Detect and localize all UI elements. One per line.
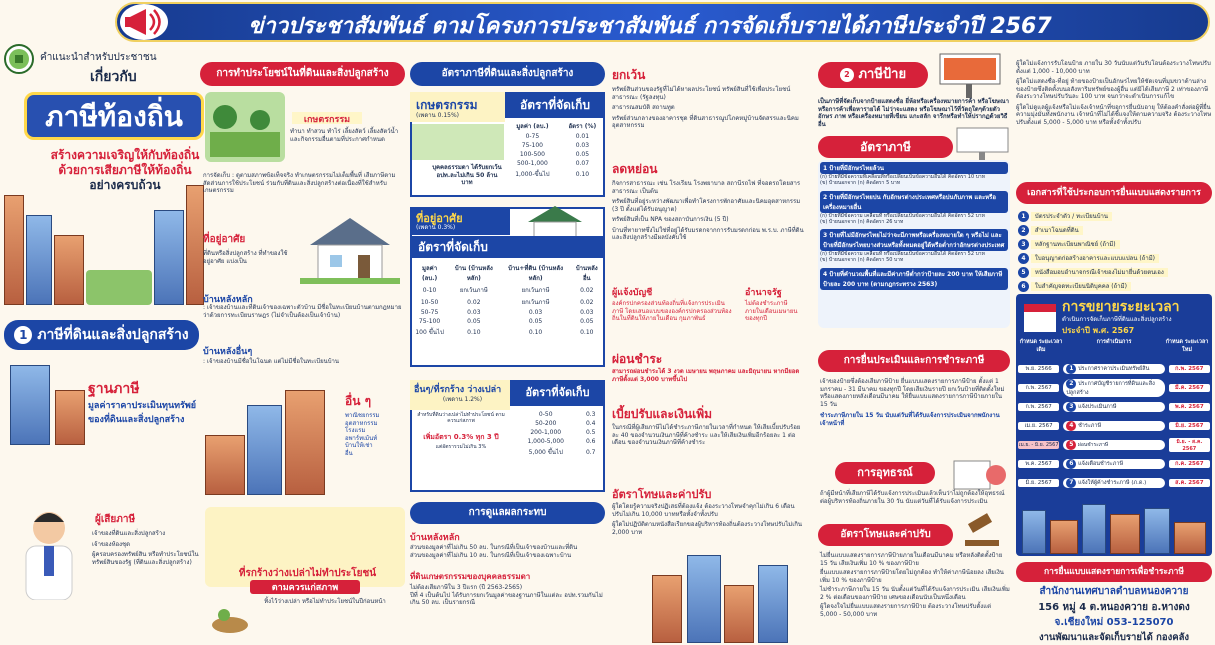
table-row: 0-10 ยกเว้นภาษี ยกเว้นภาษี 0.02: [422, 286, 594, 294]
main-house-desc: : เจ้าของบ้านและที่ดินเจ้าของเฉพาะตัวบ้าน มีชื่อในทะเบียนบ้านตามกฎหมายว่าด้วยการทะเบียนราษฎร (ไม่จำเป็นต้องเป็นเจ้าบ้าน): [203, 304, 402, 319]
use-header: การทำประโยชน์ในที่ดินและสิ่งปลูกสร้าง: [200, 62, 405, 86]
agri-illustration: [412, 124, 504, 160]
sign-rate-item: 1 ป้ายที่มีอักษรไทยล้วน (ก) ป้ายที่มีข้อความที่เคลื่อนที่หรือเปลี่ยนเป็นข้อความอื่นได้ คิดอัตรา 10 บาท (ข) ป้ายนอกจาก (ก) คิดอัตรา 5 บาท: [820, 162, 1008, 187]
agri-rate-table: [505, 120, 605, 180]
relief-agri-list: [410, 584, 605, 607]
assess-item: เจ้าของป้ายซึ่งต้องเสียภาษีป้าย ยื่นแบบแสดงรายการภาษีป้าย ตั้งแต่ 1 มกราคม - 31 มีนาคม ของทุกปี โดยเสียเงินรายปี ยกเว้นป้ายที่ติดตั้งใหม่หรือแสดงภายหลังเดือนมีนาคม ให้ยื่นแบบแสดงรายการภาษีป้ายภายใน 15 วัน: [820, 378, 1005, 408]
others-item: พาณิชยกรรม: [345, 412, 380, 419]
agri-rate-title: เกษตรกรรม: [416, 98, 478, 112]
other-house-desc: : เจ้าของบ้านมีชื่อในโฉนด แต่ไม่มีชื่อในทะเบียนบ้าน: [203, 358, 339, 365]
reduce-list: [612, 180, 807, 242]
table-row: 1,000-ขึ้นไป 0.10: [515, 170, 590, 178]
relief-item: ปีที่ 4 เป็นต้นไป ได้รับการยกเว้นมูลค่าของฐานภาษีในแต่ละ อปท.รวมกันไม่เกิน 50 ลบ. เป็นรายกรณี: [410, 591, 603, 606]
exempt-item: ทรัพย์ส่วนกลางของอาคารชุด ที่ดินสาธารณูปโภคหมู่บ้านจัดสรรและนิคมอุตสาหกรรม: [612, 114, 799, 129]
vacant-rate-increase-note: แต่อัตรารวมไม่เกิน 3%: [435, 444, 487, 450]
fine-desc: ในกรณีที่ผู้เสียภาษีไม่ได้ชำระภาษีภายในเวลาที่กำหนด ให้เสียเบี้ยปรับร้อยละ 40 ของจำนวนเงินภาษีที่ค้างชำระ และให้เสียเงินเพิ่มอีกร้อยละ 1 ต่อเดือน ของจำนวนเงินภาษีที่ค้างชำระ: [612, 424, 801, 446]
appeal-desc: ถ้าผู้มีหน้าที่เสียภาษีได้รับแจ้งการประเมินแล้วเห็นว่าไม่ถูกต้องให้อุทธรณ์ต่อผู้บริหารท้องถิ่นภายใน 30 วัน นับแต่วันที่ได้รับแจ้งการประเมิน: [820, 490, 1005, 505]
schedule-row: เม.ย. 2567 4 ชำระภาษี มิ.ย. 2567: [1018, 417, 1210, 434]
penalty-item: ผู้ใดโดยรู้ความจริงปฏิเสธที่ต้องแจ้ง ต้องระวางโทษจำคุกไม่เกิน 6 เดือน ปรับไม่เกิน 10,000 บาทหรือทั้งจำทั้งปรับ: [612, 503, 795, 518]
sign-penalty-list: [820, 552, 1010, 618]
payer-title: ผู้เสียภาษี: [95, 514, 136, 525]
office-address1: 156 หมู่ 4 ต.หนองควาย อ.หางดง: [1038, 602, 1190, 613]
municipal-seal-icon: [4, 44, 34, 74]
reporter-title: ผู้แจ้งบัญชี: [612, 288, 653, 298]
agri-title: เกษตรกรรม: [292, 112, 362, 124]
relief-main-list: [410, 544, 605, 559]
building-icon: [10, 365, 50, 445]
table-row: 200-1,000 0.5: [530, 429, 596, 436]
others-item: อื่น: [345, 449, 353, 457]
others-item: โรงแรม: [345, 427, 366, 434]
rates-header: อัตราภาษีที่ดินและสิ่งปลูกสร้าง: [410, 62, 605, 86]
others-item: บ้านให้เช่า: [345, 442, 373, 449]
exempt-item: ทรัพย์สินส่วนของรัฐที่ไม่ได้หาผลประโยชน์ ทรัพย์สินที่ใช้เพื่อประโยชน์สาธารณะ (รัฐลงทุน): [612, 86, 791, 101]
vacant-rate-increase: เพิ่มอัตรา 0.3% ทุก 3 ปี: [423, 433, 499, 441]
table-row: 5,000 ขึ้นไป 0.7: [528, 448, 596, 456]
house-illustration: [300, 210, 400, 285]
table-row: 100-500 0.05: [519, 151, 590, 158]
table-row: 50-75 0.03 0.03 0.03: [420, 309, 594, 316]
exempt-title: ยกเว้น: [612, 68, 646, 82]
page-title: ข่าวประชาสัมพันธ์ ตามโครงการประชาสัมพันธ์ การจัดเก็บรายได้ภาษีประจำปี 2567: [248, 14, 1052, 39]
res-rate-title: ที่อยู่อาศัย: [416, 212, 463, 225]
penalty-list: [612, 503, 807, 536]
sign-tax-title: ภาษีป้าย: [858, 67, 907, 82]
installment-title: ผ่อนชำระ: [612, 352, 663, 366]
schedule-row: เม.ย. - มิ.ย. 2567 5 ผ่อนชำระภาษี มิ.ย. - ส.ค. 2567: [1018, 436, 1210, 453]
slogan-line1: สร้างความเจริญให้กับท้องถิ่น: [50, 148, 200, 162]
table-row: 75-100 0.03: [521, 142, 590, 149]
vacant-rate-cap: (เพดาน 1.2%): [442, 396, 483, 403]
doc-item: 4 ใบอนุญาตก่อสร้างอาคารและแบบแปลน (ถ้ามี): [1018, 252, 1210, 265]
res-rate-cap: (เพดาน 0.3%): [416, 224, 456, 231]
vacant-title: ที่รกร้างว่างเปล่าไม่ทำประโยชน์: [238, 568, 377, 579]
payer-item: ผู้ครอบครองทรัพย์สิน หรือทำประโยชน์ในทรัพย์สินของรัฐ (ที่ดินและสิ่งปลูกสร้าง): [92, 551, 199, 566]
tax-base-desc: มูลค่าราคาประเมินทุนทรัพย์ของที่ดินและสิ่งปลูกสร้าง: [88, 401, 197, 425]
office-name: สำนักงานเทศบาลตำบลหนองควาย: [1039, 586, 1189, 597]
reporter-desc: องค์กรปกครองส่วนท้องถิ่นที่แจ้งการประเมินภาษี โดยเสนอแบบขององค์กรปกครองส่วนท้องถิ่นในที่ดินให้ภายในเดือน กุมภาพันธ์: [612, 300, 732, 322]
sign-penalty-header: อัตราโทษและค่าปรับ: [818, 524, 953, 546]
table-row: 100 ขึ้นไป 0.10 0.10 0.10: [415, 328, 594, 336]
person-illustration: [4, 500, 94, 600]
city-illustration-bottom: [612, 555, 812, 643]
fine-title: เบี้ยปรับและเงินเพิ่ม: [612, 407, 713, 421]
advice-label: คำแนะนำสำหรับประชาชน: [40, 52, 157, 63]
section1-pill: [4, 320, 199, 350]
city-illustration: [4, 155, 204, 310]
docs-header: เอกสารที่ใช้ประกอบการยื่นแบบแสดงรายการ: [1016, 182, 1212, 204]
penalty-title: อัตราโทษและค่าปรับ: [612, 488, 712, 501]
residential-desc: ที่ดินหรือสิ่งปลูกสร้าง ที่ทำของใช้อยู่อาศัย แบ่งเป็น: [203, 250, 288, 265]
sign-rate-item: 3 ป้ายที่ไม่มีอักษรไทยไม่ว่าจะมีภาพหรือเครื่องหมายใด ๆ หรือไม่ และป้ายที่มีอักษรไทยบางส่วนหรือทั้งหมดอยู่ใต้หรือต่ำกว่าอักษรต่างประเทศ (ก) ป้ายที่มีข้อความ เคลื่อนที่ หรือเปลี่ยนเป็นข้อความอื่นได้ คิดอัตรา 52 บาท (ข) ป้ายนอกจาก (ก) คิดอัตรา 50 บาท: [820, 229, 1008, 264]
doc-item: 1 บัตรประจำตัว / ทะเบียนบ้าน: [1018, 210, 1210, 223]
right-top-item: ผู้ใดไม่ดูแลผู้แจ้งหรือไม่แจ้งเจ้าหน้าที่ขอการยื่นนับอายุ ให้ต้องคำสั่งต่อผู้ที่ยื่นความมุ่งมั่นทั้งพนักงาน เจ้าหน้าที่ไม่ได้ชี้แจงให้ตามความจริง ต้องระวางโทษปรับตั้งแต่ 5,000 - 5,000 บาท หรือทั้งจำทั้งปรับ: [1016, 103, 1212, 126]
schedule-row: พ.ค. 2567 6 แจ้งเตือนชำระภาษี ก.ค. 2567: [1018, 455, 1210, 472]
reduce-item: กิจการสาธารณะ เช่น โรงเรียน โรงพยาบาล สถานีรถไฟ ที่จอดรถโดยสารสาธารณะ เป็นต้น: [612, 180, 801, 195]
installment-desc: สามารถผ่อนชำระได้ 3 งวด เมษายน พฤษภาคม และมิถุนายน หากมียอดภาษีตั้งแต่ 3,000 บาทขึ้นไป: [612, 368, 800, 383]
commercial-illustration: [205, 385, 340, 497]
table-row: 1,000-5,000 0.6: [527, 438, 596, 445]
appeal-header: การอุทธรณ์: [835, 462, 935, 484]
assess-header: การยื่นประเมินและการชำระภาษี: [818, 350, 1010, 372]
agri-rate-subtitle: อัตราที่จัดเก็บ: [505, 92, 605, 118]
city-illustration-right: [1018, 500, 1210, 554]
payer-item: เจ้าของที่ดินและสิ่งปลูกสร้าง: [92, 530, 166, 537]
slogan-line2: ด้วยการเสียภาษีให้ท้องถิ่น: [58, 163, 192, 177]
residential-title: ที่อยู่อาศัย: [203, 234, 246, 245]
relief-main-title: บ้านหลังหลัก: [410, 533, 460, 543]
other-house-title: บ้านหลังอื่นๆ: [203, 347, 253, 357]
assess-item: ชำระภาษีภายใน 15 วัน นับแต่วันที่ได้รับแจ้งการประเมินจากพนักงานเจ้าหน้าที่: [820, 412, 1000, 427]
relief-item: ส่วนของมูลค่าที่ไม่เกิน 10 ลบ. ในกรณีที่เป็นเจ้าของเฉพาะบ้าน: [410, 551, 572, 559]
reduce-item: ทรัพย์สินที่เป็น NPA ของสถาบันการเงิน (5 ปี): [612, 216, 729, 223]
sign-rate-header: อัตราภาษี: [818, 136, 953, 158]
payer-item: เจ้าของห้องชุด: [92, 540, 131, 548]
right-top-list: [1016, 60, 1212, 126]
agri-note: การจัดเก็บ : ดูตามสภาพข้อเท็จจริง ทำเกษตรกรรมไม่เต็มพื้นที่ เสียภาษีตามสัดส่วนการใช้ประโยชน์ ร่วมกับที่ดินและสิ่งปลูกสร้างต่อเนื่องที่ใช้สำหรับเกษตรกรรม: [203, 172, 396, 194]
extension-year: ประจำปี พ.ศ. 2567: [1062, 326, 1135, 335]
schedule-row: พ.ย. 2566 1 ประกาศราคาประเมินทรัพย์สิน ก.พ. 2567: [1018, 360, 1210, 377]
right-top-item: ผู้ใดไม่แจ้งการรับโอนป้าย ภายใน 30 วันนับแต่วันรับโอนต้องระวางโทษปรับตั้งแต่ 1,000 - 10,000 บาท: [1016, 60, 1211, 75]
extension-subtitle: ดำเนินการจัดเก็บภาษีที่ดินและสิ่งปลูกสร้าง: [1062, 316, 1172, 323]
res-rate-subtitle: อัตราที่จัดเก็บ: [410, 236, 605, 258]
others-list: [345, 412, 405, 457]
assess-list: [820, 378, 1008, 427]
section1-title: ภาษีที่ดินและสิ่งปลูกสร้าง: [37, 327, 189, 343]
doc-item: 5 หนังสือมอบอำนาจกรณีเจ้าของไม่มายื่นด้วยตนเอง: [1018, 266, 1210, 279]
schedule-row: ก.พ. 2567 2 ประกาศบัญชีรายการที่ดินและสิ่งปลูกสร้าง มี.ค. 2567: [1018, 379, 1210, 396]
col-value: มูลค่า (ลบ.): [516, 123, 549, 130]
others-item: อพาร์ทเม้นท์: [345, 434, 378, 442]
appeal-power-title: อำนาจรัฐ: [745, 288, 782, 298]
relief-item: ไม่ต้องเสียภาษีใน 3 ปีแรก (ปี 2563-2565): [410, 584, 523, 591]
doc-item: 2 สำเนาโฉนดที่ดิน: [1018, 224, 1210, 237]
about-label: เกี่ยวกับ: [90, 69, 137, 85]
agri-desc: ทำนา ทำสวน ทำไร่ เลี้ยงสัตว์ เลี้ยงสัตว์น้ำ และกิจกรรมอื่นตามที่ประกาศกำหนด: [290, 128, 399, 143]
res-rate-table: มูลค่า (ลบ.) บ้าน (บ้านหลังหลัก) บ้าน+ที่ดิน (บ้านหลังหลัก) บ้านหลังอื่น 0-10 ยกเว้นภาษี ยกเว้นภาษี 0.02 10-50 0.02 ยกเว้นภาษี 0.02 50-75 0.03 0.03 0.03 75-100 0.05 0.05 0.05 100 ขึ้นไป 0.10 0.10 0.10: [412, 262, 603, 338]
sign-penalty-item: ยื่นแบบแสดงรายการภาษีป้ายโดยไม่ถูกต้อง ทำให้ค่าภาษีน้อยลง เสียเงินเพิ่ม 10 % ของภาษีป้าย: [820, 569, 1004, 584]
schedule-table: [1018, 360, 1210, 491]
sign-tax-desc: เป็นภาษีที่จัดเก็บจากป้ายแสดงชื่อ ยี่ห้อหรือเครื่องหมายการค้า หรือโฆษณาหรือการค้าเพื่อหารายได้ ไม่ว่าจะแสดง หรือโฆษณาไว้ที่วัตถุใดๆด้วยตัวอักษร ภาพ หรือเครื่องหมายที่เขียน แกะสลัก จารึกหรือทำให้ปรากฏด้วยวิธีอื่น: [818, 98, 1009, 128]
sign-rate-item: 2 ป้ายที่มีอักษรไทยปน กับอักษรต่างประเทศหรือปนกับภาพ และหรือเครื่องหมายอื่น (ก) ป้ายที่มีข้อความ เคลื่อนที่ หรือเปลี่ยนเป็นข้อความอื่นได้ คิดอัตรา 52 บาท (ข) ป้ายนอกจาก (ก) คิดอัตรา 26 บาท: [820, 191, 1008, 226]
sign-rate-list: [820, 162, 1008, 290]
tax-base-title: ฐานภาษี: [88, 381, 140, 397]
payer-list: [92, 530, 204, 566]
sign-board-icon: [955, 126, 1010, 160]
main-house-title: บ้านหลังหลัก: [203, 295, 253, 305]
sign-penalty-item: ไม่ยื่นแบบแสดงรายการภาษีป้ายภายในเดือนมีนาคม หรือหลังติดตั้งป้าย 15 วัน เสียเงินเพิ่ม 10 % ของภาษีป้าย: [820, 552, 1003, 567]
slogan-line3: อย่างครบถ้วน: [89, 178, 161, 192]
table-row: 10-50 0.02 ยกเว้นภาษี 0.02: [420, 298, 594, 306]
others-title: อื่น ๆ: [345, 394, 372, 408]
vacant-desc: ทิ้งไว้ว่างเปล่า หรือไม่ทำประโยชน์ในปีก่อนหน้า: [264, 598, 386, 605]
relief-agri-title: ที่ดินเกษตรกรรมของบุคคลธรรมดา: [410, 572, 531, 581]
vacant-rate-desc: สำหรับที่ดินว่างเปล่าไม่ทำประโยชน์ ตามควรแก่สภาพ: [417, 412, 505, 425]
relief-header: การดูแลผลกระทบ: [410, 502, 605, 524]
sign-rate-item: 4 ป้ายที่คำนวณพื้นที่และมีค่าภาษีต่ำกว่าป้ายละ 200 บาท ให้เสียภาษี ป้ายละ 200 บาท (ตามกฎกระทรวง 2563): [820, 268, 1008, 290]
sign-tax-pill: [818, 62, 928, 88]
right-top-item: ผู้ใดไม่แสดงชื่อ-ที่อยู่ ท้ายของป้ายเป็นอักษรไทยให้ชัดเจนที่มุมขวาด้านล่างของป้ายซึ่งติดตั้งบนอสังหาริมทรัพย์ของผู้อื่น แต่มิได้เสียภาษี 2 เท่าของภาษี ต้องระวางโทษปรับวันละ 100 บาท จนกว่าจะดำเนินการแก้ไข: [1016, 78, 1209, 100]
gavel-icon: [955, 512, 1010, 550]
col-rate: อัตรา (%): [568, 123, 597, 130]
reduce-item: ทรัพย์สินที่อยู่ระหว่างพัฒนาเพื่อทำโครงการพักอาศัยและนิคมอุตสาหกรรม (3 ปี ตั้งแต่ได้รับอนุญาต): [612, 198, 801, 213]
farm-illustration: [205, 92, 285, 162]
doc-item: 3 หลักฐานทะเบียนพาณิชย์ (ถ้ามี): [1018, 238, 1210, 251]
sign-penalty-item: ผู้ใดจงใจไม่ยื่นแบบแสดงรายการภาษีป้าย ต้องระวางโทษปรับตั้งแต่ 5,000 - 50,000 บาท: [820, 603, 991, 618]
tax-local-title: ภาษีท้องถิ่น: [24, 92, 204, 140]
extension-title: การขยายระยะเวลา: [1062, 299, 1180, 315]
schedule-header: กำหนด ระยะเวลาเดิม การดำเนินการ กำหนด ระยะเวลาใหม่: [1019, 339, 1209, 353]
doc-item: 6 ใบสำคัญจดทะเบียนนิติบุคคล (ถ้ามี): [1018, 280, 1210, 293]
schedule-row: มิ.ย. 2567 7 แจ้งให้ผู้ค้างชำระภาษี (ภ.ด.) ส.ค. 2567: [1018, 474, 1210, 491]
vacant-rate-table: [512, 410, 602, 458]
relief-item: ส่วนของมูลค่าที่ไม่เกิน 50 ลบ. ในกรณีที่เป็นเจ้าของบ้านและที่ดิน: [410, 544, 578, 551]
sign-tax-number: 2: [840, 68, 854, 82]
appeal-power-desc: ไม่ต้องชำระภาษีภายในเดือนเมษายนของทุกปี: [745, 300, 798, 322]
department-name: งานพัฒนาและจัดเก็บรายได้ กองคลัง: [1038, 632, 1190, 643]
billboard-illustration: [930, 50, 1010, 98]
table-row: 0-75 0.01: [525, 133, 590, 140]
vacant-rate-subtitle: อัตราที่จัดเก็บ: [510, 380, 605, 406]
megaphone-icon: [120, 4, 168, 40]
agri-rate-note: บุคคลธรรมดา ได้รับยกเว้น อปท.ละไม่เกิน 50 ล้านบาท: [432, 164, 502, 186]
calendar-icon: [1020, 296, 1060, 336]
docs-list: [1018, 210, 1210, 293]
table-row: 500-1,000 0.07: [516, 160, 590, 167]
others-item: อุตสาหกรรม: [345, 419, 378, 427]
vacant-rate-title: อื่นๆ/ที่รกร้าง ว่างเปล่า: [414, 385, 502, 395]
appeal-illustration: [940, 455, 1010, 493]
exempt-list: [612, 86, 807, 130]
section1-number: 1: [14, 326, 32, 344]
schedule-row: ก.พ. 2567 3 แจ้งประเมินภาษี พ.ค. 2567: [1018, 398, 1210, 415]
penalty-item: ผู้ใดไม่ปฏิบัติตามหนังสือเรียกของผู้บริหารท้องถิ่นต้องระวางโทษปรับไม่เกิน 2,000 บาท: [612, 521, 802, 536]
submit-header: การยื่นแบบแสดงรายการเพื่อชำระภาษี: [1016, 562, 1212, 582]
exempt-item: สาธารณสมบัติ สถานทูต: [612, 104, 675, 111]
reduce-item: บ้านที่ทายาทซึ่งไม่ใช่ที่อยู่ได้รับมรดกจากการรับมรดกก่อน พ.ร.บ. ภาษีที่ดินและสิ่งปลูกสร้างมีผลบังคับใช้: [612, 226, 804, 241]
table-row: 50-200 0.4: [535, 420, 596, 427]
office-address2: จ.เชียงใหม่ 053-125070: [1054, 617, 1174, 628]
vacant-land-illustration: [210, 595, 250, 635]
vacant-subtitle: ตามควรแก่สภาพ: [250, 580, 360, 594]
reduce-title: ลดหย่อน: [612, 162, 658, 176]
agri-rate-cap: (เพดาน 0.15%): [416, 112, 460, 119]
sign-penalty-item: ไม่ชำระภาษีภายใน 15 วัน นับตั้งแต่วันที่ได้รับแจ้งการประเมิน เสียเงินเพิ่ม 2 % ต่อเดือนของภาษีป้าย เศษของเดือนนับเป็นหนึ่งเดือน: [820, 586, 1010, 601]
table-row: 75-100 0.05 0.05 0.05: [418, 318, 594, 325]
table-row: 0-50 0.3: [538, 411, 596, 418]
